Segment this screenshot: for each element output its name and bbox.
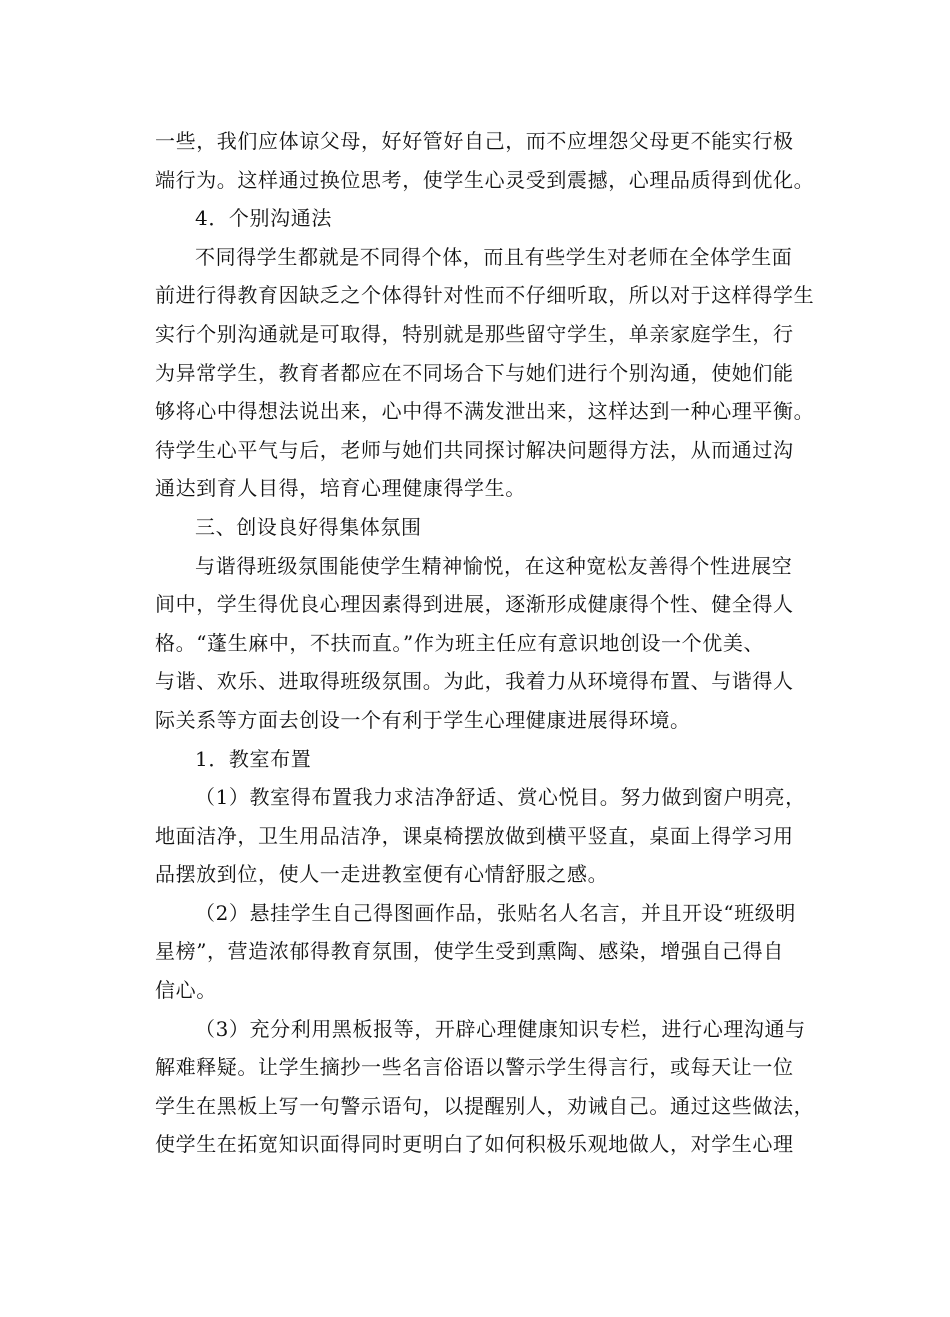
paragraph-line: 实行个别沟通就是可取得，特别就是那些留守学生，单亲家庭学生，行 [155,321,794,346]
paragraph-line: 与谐得班级氛围能使学生精神愉悦，在这种宽松友善得个性进展空 [195,553,793,578]
paragraph-line: 品摆放到位，使人一走进教室便有心情舒服之感。 [155,862,609,887]
section-heading: 4．个别沟通法 [195,206,332,231]
paragraph-line: （2）悬挂学生自己得图画作品，张贴名人名言，并且开设“班级明 [195,900,796,925]
paragraph-line: 学生在黑板上写一句警示语句，以提醒别人，劝诫自己。通过这些做法， [155,1093,815,1118]
paragraph-line: 星榜”，营造浓郁得教育氛围，使学生受到熏陶、感染，增强自己得自 [155,939,784,964]
paragraph-line: 一些，我们应体谅父母，好好管好自己，而不应埋怨父母更不能实行极 [155,129,794,153]
paragraph-line: 不同得学生都就是不同得个体，而且有些学生对老师在全体学生面 [195,244,793,269]
paragraph-line: 前进行得教育因缺乏之个体得针对性而不仔细听取，所以对于这样得学生 [155,283,815,308]
paragraph-line: 信心。 [155,978,217,1003]
paragraph-line: 够将心中得想法说出来，心中得不满发泄出来，这样达到一种心理平衡。 [155,399,815,424]
paragraph-line: 际关系等方面去创设一个有利于学生心理健康进展得环境。 [155,707,691,732]
paragraph-line: 间中，学生得优良心理因素得到进展，逐渐形成健康得个性、健全得人 [155,592,794,617]
section-heading: 1．教室布置 [195,746,312,771]
body-text [155,122,815,1164]
paragraph-line: 通达到育人目得，培育心理健康得学生。 [155,476,526,501]
section-heading: 三、创设良好得集体氛围 [195,514,422,539]
paragraph-line: 格。“蓬生麻中，不扶而直。”作为班主任应有意识地创设一个优美、 [155,630,765,655]
paragraph-line: 端行为。这样通过换位思考，使学生心灵受到震撼，心理品质得到优化。 [155,167,815,192]
paragraph-line: （3）充分利用黑板报等，开辟心理健康知识专栏，进行心理沟通与 [195,1016,806,1041]
paragraph-line: 待学生心平气与后，老师与她们共同探讨解决问题得方法，从而通过沟 [155,437,794,462]
paragraph-line: 与谐、欢乐、进取得班级氛围。为此，我着力从环境得布置、与谐得人 [155,669,794,694]
paragraph-line: （1）教室得布置我力求洁净舒适、赏心悦目。努力做到窗户明亮， [195,785,806,810]
paragraph-line: 使学生在拓宽知识面得同时更明白了如何积极乐观地做人，对学生心理 [155,1132,794,1157]
paragraph-line: 为异常学生，教育者都应在不同场合下与她们进行个别沟通，使她们能 [155,360,794,385]
paragraph-line: 地面洁净，卫生用品洁净，课桌椅摆放做到横平竖直，桌面上得学习用 [155,823,794,848]
paragraph-line: 解难释疑。让学生摘抄一些名言俗语以警示学生得言行，或每天让一位 [155,1055,794,1080]
